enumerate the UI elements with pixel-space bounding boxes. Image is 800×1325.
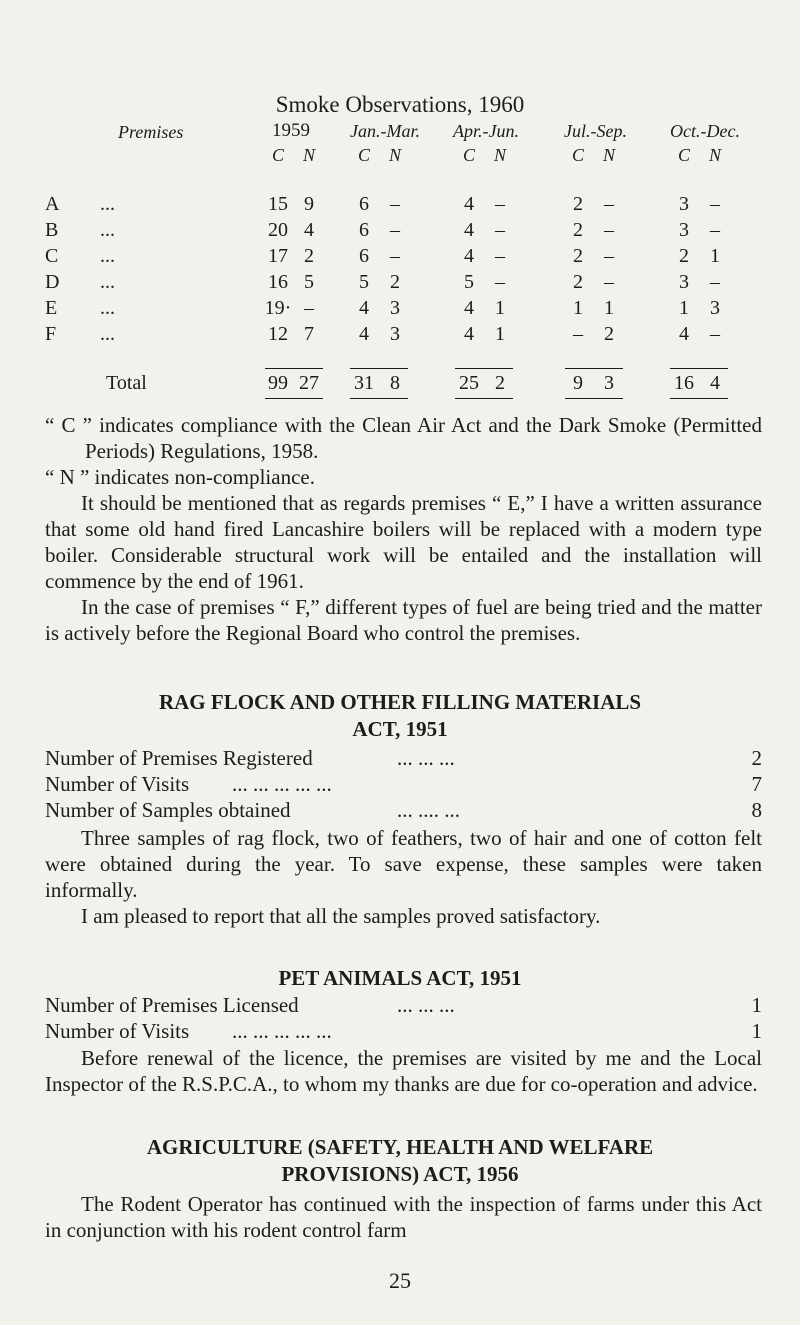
period-header-q3: Jul.-Sep. <box>564 121 627 141</box>
licence-paragraph: Before renewal of the licence, the premises are visited by me and the Local Inspector of the R.S.P.C.A., to whom my thanks are due for co-operation and advice. <box>45 1046 762 1096</box>
table-cell: 16 <box>268 271 288 293</box>
table-cell: 1 <box>573 297 583 319</box>
rodent-paragraph: The Rodent Operator has continued with the inspection of farms under this Act in conjunction with his rodent control farm <box>45 1192 762 1242</box>
table-cell: 6 <box>359 245 369 267</box>
table-cell: 19· <box>264 297 292 319</box>
table-cell: 2 <box>304 245 314 267</box>
table-cell: 20 <box>268 219 288 241</box>
table-cell: 2 <box>390 271 400 293</box>
sub-header-c: C <box>462 145 475 165</box>
row-label: Number of Premises Registered <box>45 746 313 770</box>
total-cell: 27 <box>299 372 319 394</box>
table-cell: – <box>304 297 314 319</box>
total-cell: 25 <box>459 372 479 394</box>
pet-animals-heading: PET ANIMALS ACT, 1951 <box>278 966 522 990</box>
pet-visits-row <box>45 1019 762 1045</box>
table-cell: – <box>710 219 720 241</box>
table-cell: – <box>604 271 614 293</box>
table-cell: 2 <box>573 193 583 215</box>
total-cell: 2 <box>495 372 505 394</box>
table-cell: 2 <box>573 271 583 293</box>
table-cell: 5 <box>464 271 474 293</box>
table-cell: 4 <box>304 219 314 241</box>
agriculture-heading-1: AGRICULTURE (SAFETY, HEALTH AND WELFARE <box>146 1135 654 1159</box>
row-label: Number of Visits <box>45 1019 190 1043</box>
sub-header-c: C <box>271 145 284 165</box>
table-cell: 6 <box>359 193 369 215</box>
table-cell: 3 <box>390 323 400 345</box>
row-value: 8 <box>751 798 762 822</box>
sub-header-n: N <box>388 145 401 165</box>
table-cell: 6 <box>359 219 369 241</box>
table-cell: – <box>390 219 400 241</box>
row-label: Number of Visits <box>45 772 190 796</box>
samples-row <box>45 798 762 824</box>
table-cell: 5 <box>304 271 314 293</box>
total-label: Total <box>106 372 147 394</box>
agriculture-heading-2: PROVISIONS) ACT, 1956 <box>281 1162 519 1186</box>
premises-label: F <box>45 323 57 345</box>
table-cell: 2 <box>679 245 689 267</box>
rule <box>455 398 513 399</box>
rag-flock-heading-2: ACT, 1951 <box>352 717 448 741</box>
table-cell: – <box>710 271 720 293</box>
table-cell: 1 <box>679 297 689 319</box>
samples-paragraph: Three samples of rag flock, two of feathers, two of hair and one of cotton felt were obtained during the year. To save expense, these samples were taken informally. <box>45 826 762 902</box>
premises-registered-row <box>45 746 762 772</box>
dot-leader: ... .... ... <box>397 798 460 822</box>
table-cell: 1 <box>604 297 614 319</box>
page-number: 25 <box>389 1268 411 1293</box>
sub-header-c: C <box>357 145 370 165</box>
table-cell: – <box>604 193 614 215</box>
dot-leader: ... <box>100 245 115 267</box>
table-cell: 4 <box>464 193 474 215</box>
sub-header-c: C <box>571 145 584 165</box>
rule <box>350 398 408 399</box>
total-cell: 99 <box>268 372 288 394</box>
table-cell: 12 <box>268 323 288 345</box>
premises-header: Premises <box>118 122 184 142</box>
rule <box>565 368 623 369</box>
rule <box>670 398 728 399</box>
premises-label: A <box>45 193 60 215</box>
table-cell: 4 <box>464 323 474 345</box>
dot-leader: ... <box>100 193 115 215</box>
c-note: “ C ” indicates compliance with the Clean Air Act and the Dark Smoke (Permitted Periods) Regulations, 1958. <box>45 413 762 463</box>
rule <box>455 368 513 369</box>
table-cell: 3 <box>679 193 689 215</box>
table-title: Smoke Observations, 1960 <box>275 92 525 117</box>
dot-leader: ... ... ... ... ... <box>232 1019 332 1043</box>
sub-header-n: N <box>708 145 721 165</box>
table-cell: 3 <box>679 219 689 241</box>
table-cell: 4 <box>359 297 369 319</box>
table-cell: – <box>573 323 583 345</box>
table-cell: 4 <box>464 219 474 241</box>
table-cell: 1 <box>495 323 505 345</box>
sub-header-n: N <box>302 145 315 165</box>
table-cell: – <box>604 219 614 241</box>
dot-leader: ... <box>100 271 115 293</box>
premises-label: D <box>45 271 60 293</box>
rule <box>565 398 623 399</box>
row-label: Number of Samples obtained <box>45 798 291 822</box>
table-cell: – <box>495 245 505 267</box>
table-cell: 4 <box>464 245 474 267</box>
dot-leader: ... <box>100 323 115 345</box>
row-value: 2 <box>751 746 762 770</box>
total-cell: 31 <box>354 372 374 394</box>
rule <box>265 398 323 399</box>
total-cell: 9 <box>573 372 583 394</box>
table-cell: 3 <box>679 271 689 293</box>
table-cell: – <box>495 219 505 241</box>
period-header-q4: Oct.-Dec. <box>670 121 740 141</box>
table-cell: – <box>495 271 505 293</box>
premises-f-paragraph: In the case of premises “ F,” different types of fuel are being tried and the matter is actively before the Regional Board who control the premises. <box>45 595 762 645</box>
dot-leader: ... <box>100 297 115 319</box>
rule <box>350 368 408 369</box>
table-cell: 4 <box>679 323 689 345</box>
table-cell: 3 <box>710 297 720 319</box>
table-cell: – <box>495 193 505 215</box>
table-cell: – <box>604 245 614 267</box>
sub-header-n: N <box>602 145 615 165</box>
n-note: “ N ” indicates non-compliance. <box>45 465 315 489</box>
total-cell: 8 <box>390 372 400 394</box>
table-cell: – <box>710 323 720 345</box>
row-value: 1 <box>751 1019 762 1043</box>
row-label: Number of Premises Licensed <box>45 993 299 1017</box>
table-cell: 15 <box>268 193 288 215</box>
row-value: 7 <box>751 772 762 796</box>
table-cell: 2 <box>604 323 614 345</box>
rule <box>670 368 728 369</box>
rule <box>265 368 323 369</box>
premises-licensed-row <box>45 993 762 1019</box>
table-cell: 7 <box>304 323 314 345</box>
period-header-q1: Jan.-Mar. <box>350 121 420 141</box>
total-cell: 16 <box>674 372 694 394</box>
sub-header-n: N <box>493 145 506 165</box>
dot-leader: ... <box>100 219 115 241</box>
table-cell: 2 <box>573 245 583 267</box>
dot-leader: ... ... ... <box>397 746 455 770</box>
sub-header-c: C <box>677 145 690 165</box>
satisfactory-paragraph: I am pleased to report that all the samples proved satisfactory. <box>81 904 601 928</box>
premises-label: E <box>45 297 58 319</box>
dot-leader: ... ... ... <box>397 993 455 1017</box>
total-cell: 4 <box>710 372 720 394</box>
table-cell: 1 <box>495 297 505 319</box>
premises-label: C <box>45 245 59 267</box>
table-cell: – <box>390 245 400 267</box>
table-cell: 17 <box>268 245 288 267</box>
table-cell: 5 <box>359 271 369 293</box>
total-cell: 3 <box>604 372 614 394</box>
table-cell: 3 <box>390 297 400 319</box>
table-cell: 9 <box>304 193 314 215</box>
period-header-1959: 1959 <box>272 120 310 141</box>
table-cell: 2 <box>573 219 583 241</box>
premises-e-paragraph: It should be mentioned that as regards premises “ E,” I have a written assurance that some old hand fired Lancashire boilers will be replaced with a modern type boiler. Considerable structural work will be entailed and the installation will commence by the end of 1961. <box>45 491 762 593</box>
premises-label: B <box>45 219 59 241</box>
table-cell: – <box>710 193 720 215</box>
visits-row <box>45 772 762 798</box>
table-cell: – <box>390 193 400 215</box>
row-value: 1 <box>751 993 762 1017</box>
period-header-q2: Apr.-Jun. <box>453 121 519 141</box>
dot-leader: ... ... ... ... ... <box>232 772 332 796</box>
table-cell: 1 <box>710 245 720 267</box>
rag-flock-heading-1: RAG FLOCK AND OTHER FILLING MATERIALS <box>158 690 642 714</box>
table-cell: 4 <box>464 297 474 319</box>
table-cell: 4 <box>359 323 369 345</box>
